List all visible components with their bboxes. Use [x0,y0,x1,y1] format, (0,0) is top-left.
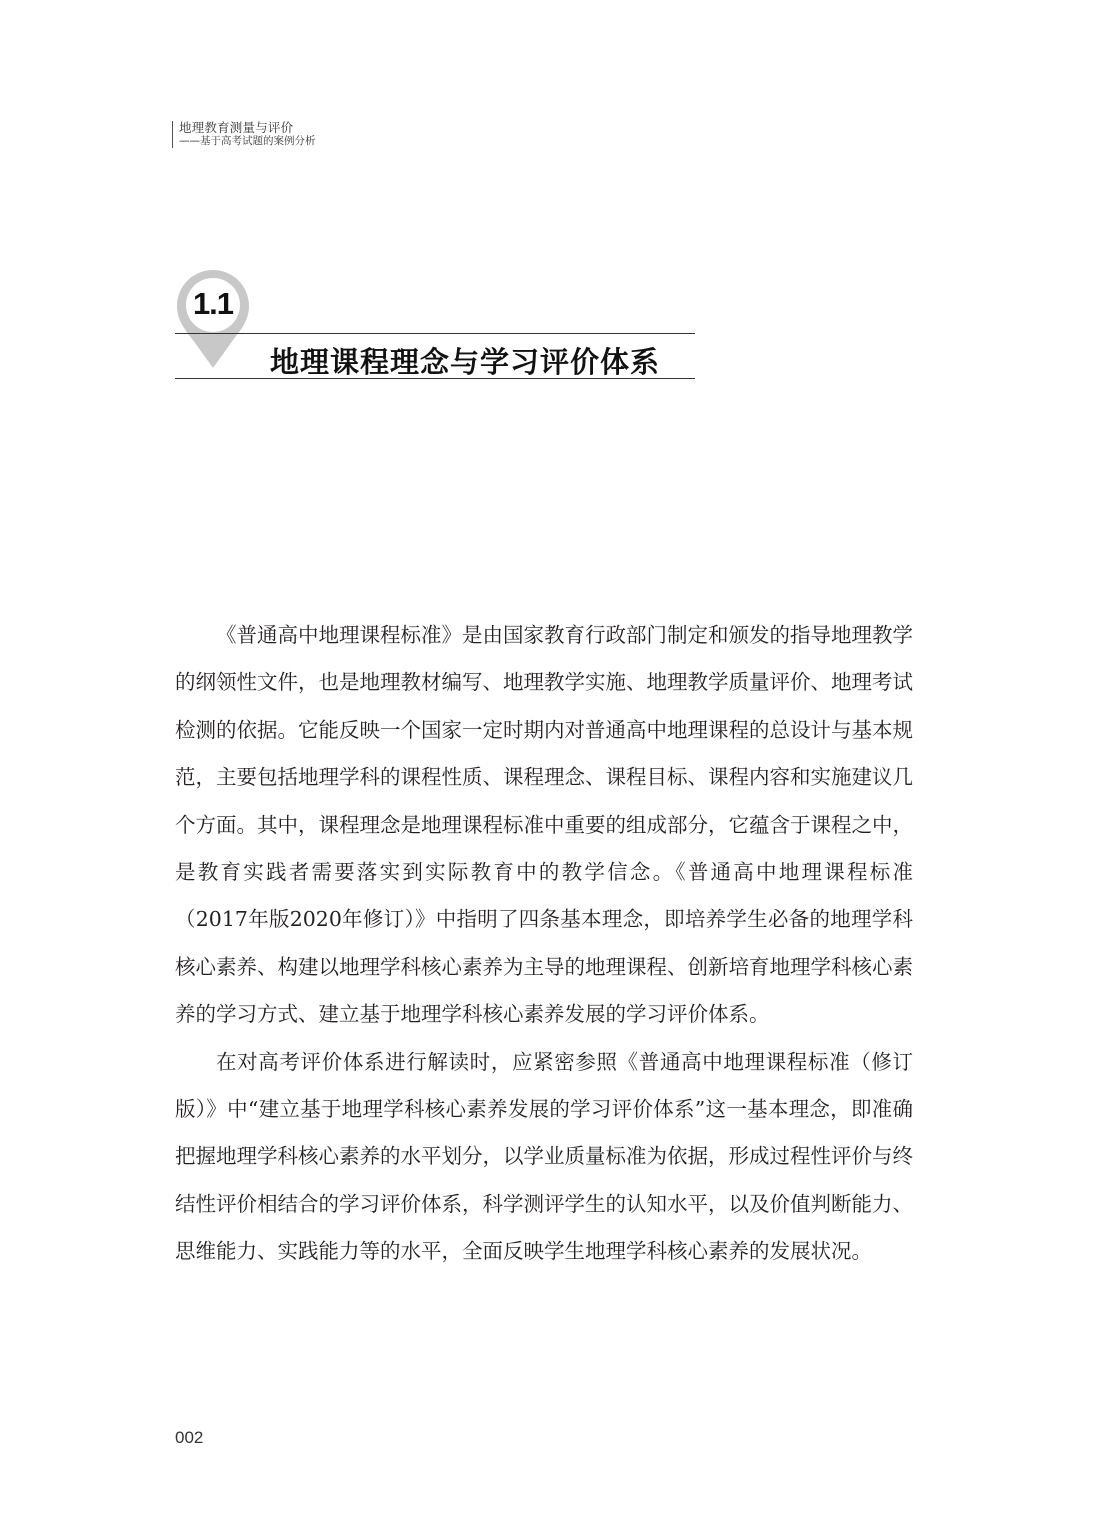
section-title: 地理课程理念与学习评价体系 [270,345,661,379]
page-number: 002 [175,1428,204,1447]
paragraph-2: 在对高考评价体系进行解读时，应紧密参照《普通高中地理课程标准（修订版）》中“建立基于地理学科核心素养发展的学习评价体系”这一基本理念，即准确把握地理学科核心素养的水平划分，以学业质量标准为依据，形成过程性评价与终结性评价相结合的学习评价体系，科学测评学生的认知水平，以及价值判断能力、思维能力、实践能力等的水平，全面反映学生地理学科核心素养的发展状况。 [175,1049,913,1264]
paragraph-1: 《普通高中地理课程标准》是由国家教育行政部门制定和颁发的指导地理教学的纲领性文件，也是地理教材编写、地理教学实施、地理教学质量评价、地理考试检测的依据。它能反映一个国家一定时期内对普通高中地理课程的总设计与基本规范，主要包括地理学科的课程性质、课程理念、课程目标、课程内容和实施建议几个方面。其中，课程理念是地理课程标准中重要的组成部分，它蕴含于课程之中，是教育实践者需要落实到实际教育中的教学信念。《普通高中地理课程标准（2017年版2020年修订）》中指明了四条基本理念，即培养学生必备的地理学科核心素养、构建以地理学科核心素养为主导的地理课程、创新培育地理学科核心素养的学习方式、建立基于地理学科核心素养发展的学习评价体系。 [175,623,913,1027]
running-header [172,121,316,148]
body-text [175,612,913,1276]
section-heading [175,268,695,383]
book-title: 地理教育测量与评价 [179,120,294,135]
divider-top [175,333,695,334]
book-subtitle: ——基于高考试题的案例分析 [179,135,316,147]
divider-bottom [175,378,695,379]
section-number: 1.1 [192,286,234,321]
